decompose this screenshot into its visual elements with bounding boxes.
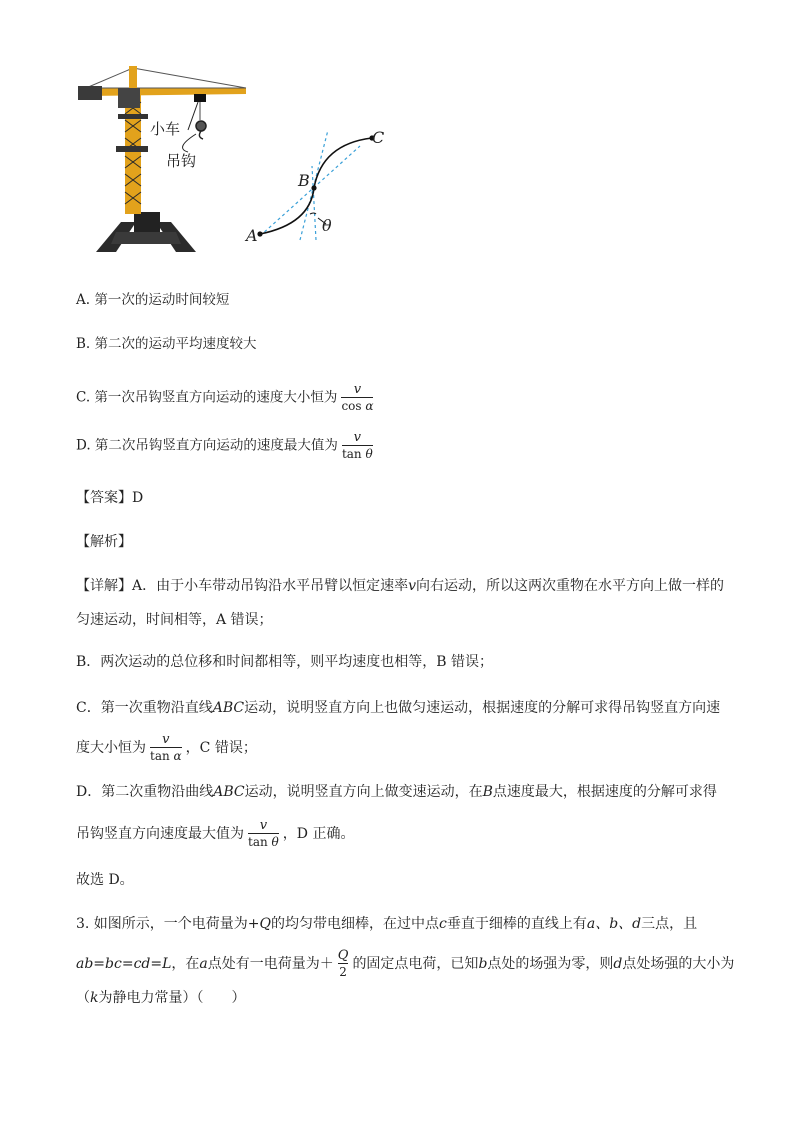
q3-text: 点处有一电荷量为＋ xyxy=(207,956,334,972)
detail-text: 点速度最大，根据速度的分解可求得 xyxy=(492,784,717,800)
detail-p1-line2: 匀速运动，时间相等，A 错误； xyxy=(76,612,273,628)
detail-p4-line2 xyxy=(76,818,354,850)
fraction-q-over-2 xyxy=(338,948,349,980)
hook-label: 吊钩 xyxy=(166,152,197,170)
var-q: Q xyxy=(259,916,272,932)
q3-text: （ xyxy=(76,990,90,1006)
detail-conclusion: 故选 D。 xyxy=(76,872,134,888)
var-d: d xyxy=(613,956,623,972)
curve-abc xyxy=(260,138,372,234)
point-b-dot xyxy=(311,185,316,190)
answer-value: D xyxy=(132,490,144,506)
q3-text: 点处的场强为零，则 xyxy=(487,956,614,972)
tangent-line-1 xyxy=(260,146,360,236)
analysis-tag: 【解析】 xyxy=(76,534,132,550)
fraction-v-over-cos-alpha xyxy=(341,382,373,414)
var-c: c xyxy=(439,916,447,932)
hook xyxy=(196,121,206,139)
var-abc: ABC xyxy=(213,784,245,800)
frac-variable: α xyxy=(365,399,374,413)
frac-function: tan xyxy=(150,749,170,763)
fraction-v-over-tan-theta xyxy=(342,430,373,462)
detail-text: C．第一次重物沿直线 xyxy=(76,700,213,716)
detail-text: 运动，说明竖直方向上做变速运动，在 xyxy=(244,784,483,800)
option-d-text: D. 第二次吊钩竖直方向运动的速度最大值为 xyxy=(76,437,338,454)
option-d xyxy=(76,430,377,462)
frac-function: tan xyxy=(341,447,362,461)
detail-text: D．第二次重物沿曲线 xyxy=(76,784,214,800)
option-b: B. 第二次的运动平均速度较大 xyxy=(76,336,257,352)
var-b: B xyxy=(482,784,493,800)
point-a-dot xyxy=(257,231,262,236)
q3-text: 的固定点电荷，已知 xyxy=(352,956,479,972)
fraction-v-over-tan-alpha xyxy=(150,732,182,764)
frac-variable: α xyxy=(173,749,182,763)
q3-line3 xyxy=(76,988,245,1008)
answer-tag: 【答案】 xyxy=(76,490,132,506)
detail-text: 吊钩竖直方向速度最大值为 xyxy=(76,826,244,842)
crane-tower xyxy=(116,92,148,214)
option-c xyxy=(76,382,377,414)
q3-text: 3. 如图所示，一个电荷量为+ xyxy=(76,916,260,932)
detail-text: A．由于小车带动吊钩沿水平吊臂以恒定速率 xyxy=(132,578,409,594)
frac-denominator: 2 xyxy=(339,965,347,979)
fraction-v-over-tan-theta xyxy=(248,818,279,850)
detail-text: ，D 正确。 xyxy=(282,826,355,842)
detail-p2: B．两次运动的总位移和时间都相等，则平均速度也相等，B 错误； xyxy=(76,654,494,670)
trajectory-diagram xyxy=(240,126,390,246)
frac-variable: θ xyxy=(365,447,373,461)
detail-p3-line1 xyxy=(76,698,720,718)
label-point-c: C xyxy=(372,128,385,147)
detail-p1-line1 xyxy=(76,576,724,596)
detail-tag: 【详解】 xyxy=(76,578,132,594)
label-point-b: B xyxy=(298,171,310,190)
tangent-line-3 xyxy=(312,166,316,240)
frac-variable: θ xyxy=(271,835,279,849)
frac-function: tan xyxy=(248,835,268,849)
detail-p3-line2 xyxy=(76,732,257,764)
q3-line2 xyxy=(76,948,734,980)
q3-text: 点处场强的大小为 xyxy=(622,956,735,972)
detail-text: ，C 错误； xyxy=(185,740,257,756)
var-b: b xyxy=(478,956,488,972)
q3-text: 为静电力常量）（ ） xyxy=(98,990,246,1006)
q3-line1 xyxy=(76,914,697,934)
detail-p4-line1 xyxy=(76,782,717,802)
crane-jib xyxy=(78,66,246,108)
frac-numerator: v xyxy=(259,818,268,833)
frac-numerator: Q xyxy=(337,948,349,963)
option-c-text: C. 第一次吊钩竖直方向运动的速度大小恒为 xyxy=(76,389,338,406)
detail-text: 度大小恒为 xyxy=(76,740,146,756)
frac-numerator: v xyxy=(353,430,361,445)
q3-text: ，在 xyxy=(171,956,200,972)
label-angle-theta: θ xyxy=(322,216,332,235)
var-abc: ABC xyxy=(212,700,245,716)
q3-text: 的均匀带电细棒，在过中点 xyxy=(271,916,440,932)
option-a: A. 第一次的运动时间较短 xyxy=(76,292,230,308)
answer-line xyxy=(76,488,143,508)
var-points: a、b、d xyxy=(586,916,642,932)
detail-text: 向右运动，所以这两次重物在水平方向上做一样的 xyxy=(416,578,725,594)
detail-text: 运动，说明竖直方向上也做匀速运动，根据速度的分解可求得吊钩竖直方向速 xyxy=(244,700,721,716)
var-equation: ab=bc=cd=L xyxy=(76,956,172,972)
frac-function: cos xyxy=(341,399,362,413)
crane-base xyxy=(96,212,196,252)
var-v: v xyxy=(408,578,417,594)
q3-text: 垂直于细棒的直线上有 xyxy=(446,916,587,932)
q3-text: 三点，且 xyxy=(641,916,698,932)
frac-numerator: v xyxy=(162,732,170,747)
frac-numerator: v xyxy=(353,382,362,397)
var-k: k xyxy=(90,990,99,1006)
trolley-label: 小车 xyxy=(150,120,181,138)
label-point-a: A xyxy=(246,226,258,245)
angle-arc xyxy=(310,213,316,214)
var-a: a xyxy=(199,956,208,972)
